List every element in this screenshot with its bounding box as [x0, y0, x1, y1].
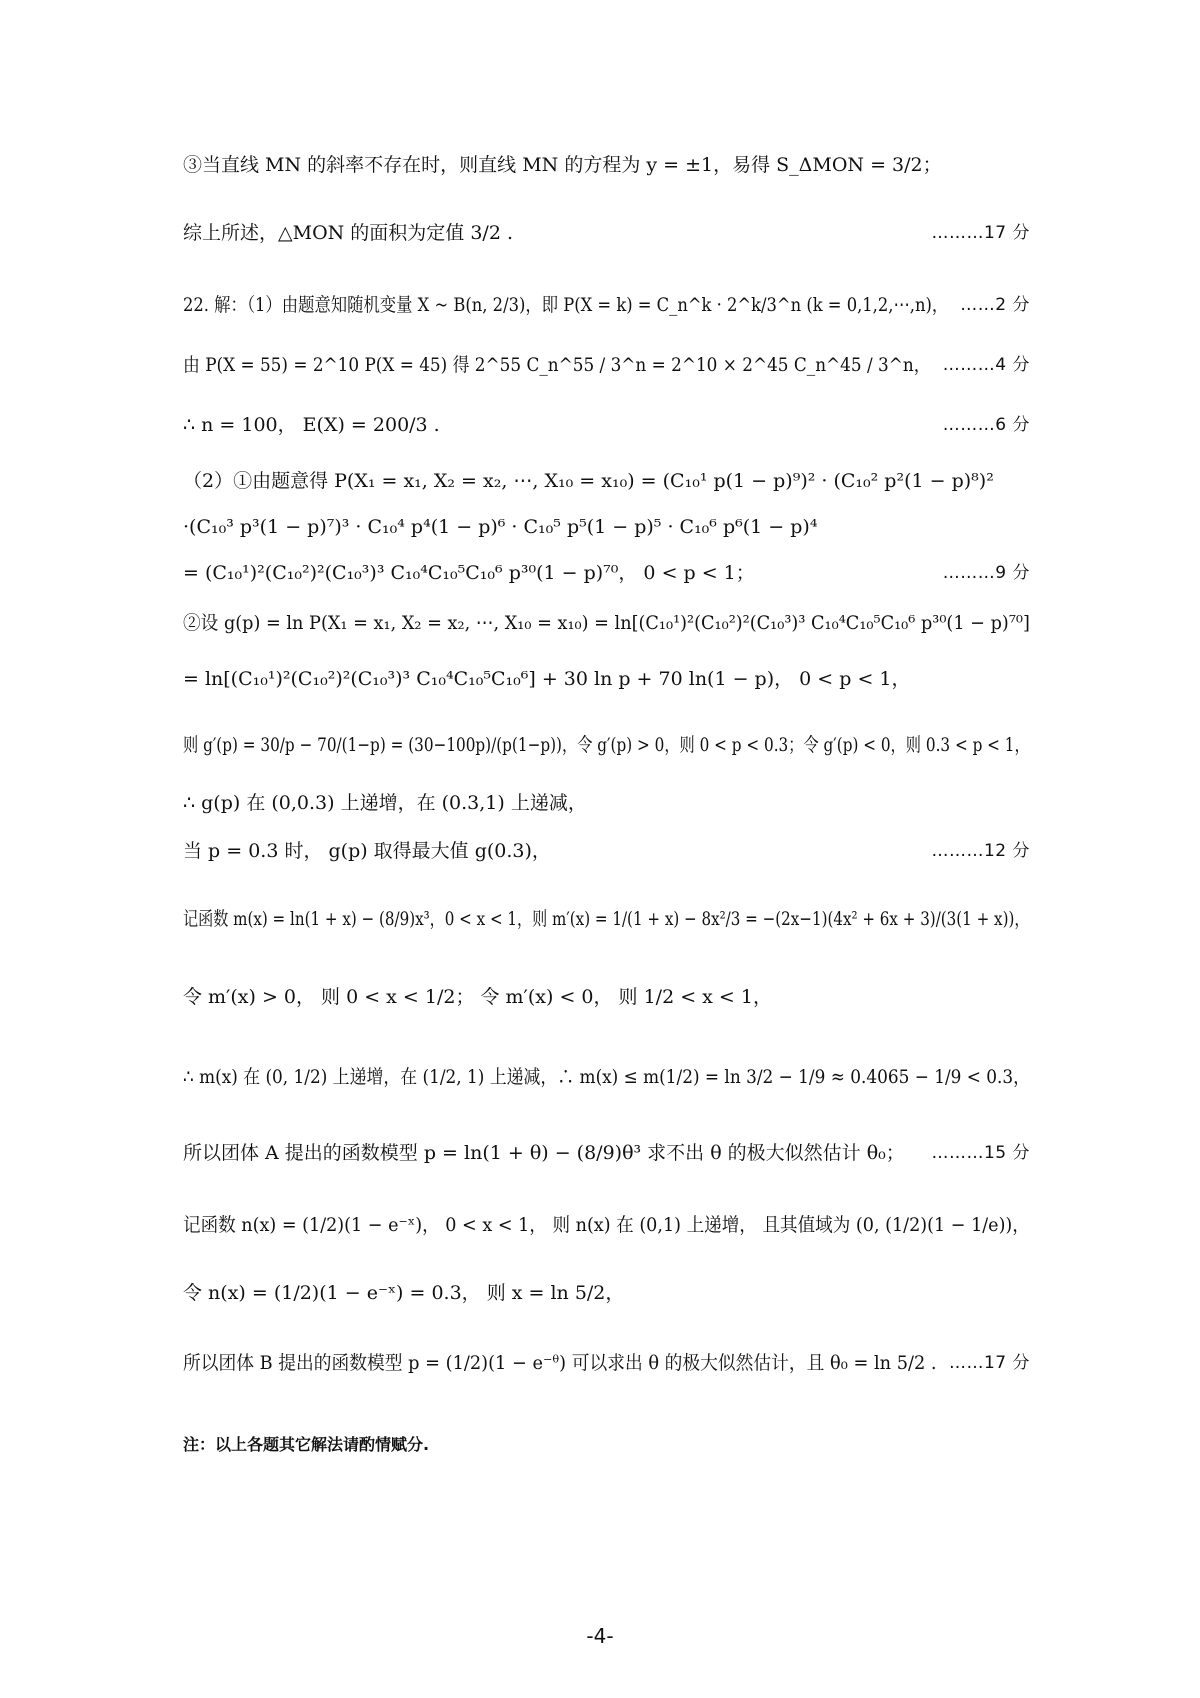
line-text: 由 P(X = 55) = 2^10 P(X = 45) 得 2^55 C_n^55 / 3^n = 2^10 × 2^45 C_n^45 / 3^n， [183, 354, 931, 376]
score-marker: ………4 分 [942, 355, 1030, 375]
score-marker: ……2 分 [960, 295, 1030, 315]
solution-line-12 [183, 790, 1030, 816]
line-text: = ln[(C₁₀¹)²(C₁₀²)²(C₁₀³)³ C₁₀⁴C₁₀⁵C₁₀⁶] + 30 ln p + 70 ln(1 − p)， 0 < p < 1， [183, 668, 911, 690]
line-text: 所以团体 B 提出的函数模型 p = (1/2)(1 − e⁻ᶿ) 可以求出 θ 的极大似然估计，且 θ₀ = ln 5/2 . [183, 1352, 937, 1374]
solution-line-1 [183, 152, 1030, 178]
score-marker: ………15 分 [931, 1143, 1030, 1163]
line-text: ∴ m(x) 在 (0, 1/2) 上递增，在 (1/2, 1) 上递减，∴ m(x) ≤ m(1/2) = ln 3/2 − 1/9 ≈ 0.4065 − 1/9 < 0.3， [183, 1066, 1031, 1088]
line-text: ·(C₁₀³ p³(1 − p)⁷)³ · C₁₀⁴ p⁴(1 − p)⁶ · C₁₀⁵ p⁵(1 − p)⁵ · C₁₀⁶ p⁶(1 − p)⁴ [183, 516, 818, 538]
solution-line-6 [183, 468, 1030, 494]
line-text: ∴ g(p) 在 (0,0.3) 上递增，在 (0.3,1) 上递减， [183, 792, 587, 814]
line-text: 综上所述，△MON 的面积为定值 3/2 . [183, 222, 514, 244]
line-text: 令 m′(x) > 0， 则 0 < x < 1/2； 令 m′(x) < 0， 则 1/2 < x < 1， [183, 986, 772, 1008]
solution-line-19 [183, 1280, 1030, 1306]
solution-line-4 [183, 352, 1030, 378]
solution-line-14 [183, 906, 1030, 932]
solution-line-15 [183, 984, 1030, 1010]
solution-line-10 [183, 666, 1030, 692]
line-text: 所以团体 A 提出的函数模型 p = ln(1 + θ) − (8/9)θ³ 求不出 θ 的极大似然估计 θ₀； [183, 1142, 905, 1164]
solution-line-11 [183, 732, 1030, 758]
score-marker: ……17 分 [948, 1353, 1030, 1373]
solution-line-9 [183, 610, 1030, 636]
line-text: ③当直线 MN 的斜率不存在时，则直线 MN 的方程为 y = ±1，易得 S_ΔMON = 3/2； [183, 154, 942, 176]
line-text: 当 p = 0.3 时， g(p) 取得最大值 g(0.3)， [183, 840, 551, 862]
solution-line-20 [183, 1350, 1030, 1376]
score-marker: ………9 分 [942, 563, 1030, 583]
line-text: 令 n(x) = (1/2)(1 − e⁻ˣ) = 0.3， 则 x = ln 5/2， [183, 1282, 625, 1304]
solution-line-5 [183, 412, 1030, 438]
line-text: 记函数 m(x) = ln(1 + x) − (8/9)x³，0 < x < 1，则 m′(x) = 1/(1 + x) − 8x²/3 = −(2x−1)(4x² + 6x + 3)/(3(1 + x))， [183, 908, 1030, 930]
line-text: = (C₁₀¹)²(C₁₀²)²(C₁₀³)³ C₁₀⁴C₁₀⁵C₁₀⁶ p³⁰(1 − p)⁷⁰， 0 < p < 1； [183, 562, 755, 584]
line-text: ②设 g(p) = ln P(X₁ = x₁, X₂ = x₂, ⋯, X₁₀ = x₁₀) = ln[(C₁₀¹)²(C₁₀²)²(C₁₀³)³ C₁₀⁴C₁₀⁵C₁₀⁶ p³⁰(1 − p)⁷⁰] [183, 612, 1030, 634]
solution-line-3 [183, 292, 1030, 318]
solution-line-7 [183, 514, 1030, 540]
line-text: 22. 解：（1）由题意知随机变量 X ~ B(n, 2/3)，即 P(X = k) = C_n^k · 2^k/3^n (k = 0,1,2,⋯,n)， [183, 294, 949, 316]
solution-line-16 [183, 1064, 1030, 1090]
solution-line-8 [183, 560, 1030, 586]
grading-note: 注：以上各题其它解法请酌情赋分. [183, 1435, 430, 1454]
score-marker: ………17 分 [931, 223, 1030, 243]
solution-line-13 [183, 838, 1030, 864]
solution-line-18 [183, 1212, 1030, 1238]
score-marker: ………6 分 [942, 415, 1030, 435]
line-text: 则 g′(p) = 30/p − 70/(1−p) = (30−100p)/(p(1−p))，令 g′(p) > 0，则 0 < p < 0.3；令 g′(p) < 0，则 0.3 < p < 1， [183, 734, 1030, 756]
score-marker: ………12 分 [931, 841, 1030, 861]
line-text: 记函数 n(x) = (1/2)(1 − e⁻ˣ)， 0 < x < 1， 则 n(x) 在 (0,1) 上递增， 且其值域为 (0, (1/2)(1 − 1/e))， [183, 1214, 1030, 1236]
solution-line-17 [183, 1140, 1030, 1166]
line-text: ∴ n = 100， E(X) = 200/3 . [183, 414, 440, 436]
solution-line-2 [183, 220, 1030, 246]
page-number: -4- [586, 1624, 614, 1648]
line-text: （2）①由题意得 P(X₁ = x₁, X₂ = x₂, ⋯, X₁₀ = x₁₀) = (C₁₀¹ p(1 − p)⁹)² · (C₁₀² p²(1 − p)⁸)² [183, 470, 994, 492]
